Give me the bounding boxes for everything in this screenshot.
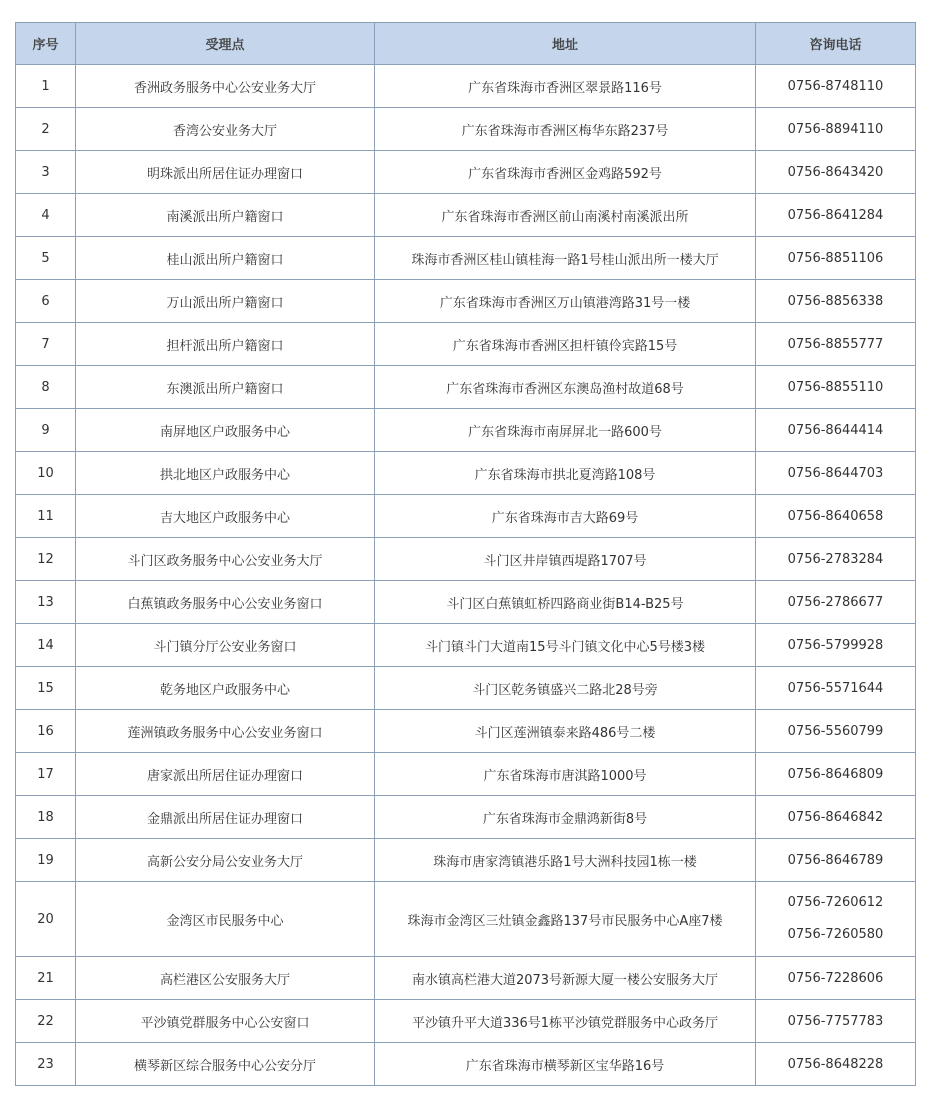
cell-phone <box>756 280 916 323</box>
cell-address: 南水镇高栏港大道2073号新源大厦一楼公安服务大厅 <box>375 957 756 1000</box>
cell-address: 珠海市金湾区三灶镇金鑫路137号市民服务中心A座7楼 <box>375 882 756 957</box>
header-address: 地址 <box>375 23 756 65</box>
cell-no: 18 <box>16 796 76 839</box>
phone-number: 0756-8856338 <box>787 293 884 309</box>
cell-place: 斗门区政务服务中心公安业务大厅 <box>76 538 375 581</box>
table-row <box>16 1000 916 1043</box>
cell-no: 21 <box>16 957 76 1000</box>
cell-place: 东澳派出所户籍窗口 <box>76 366 375 409</box>
cell-address: 斗门镇斗门大道南15号斗门镇文化中心5号楼3楼 <box>375 624 756 667</box>
cell-address: 广东省珠海市香洲区梅华东路237号 <box>375 108 756 151</box>
phone-number: 0756-8855110 <box>787 379 884 395</box>
cell-address: 广东省珠海市香洲区金鸡路592号 <box>375 151 756 194</box>
phone-number: 0756-8646842 <box>787 809 884 825</box>
table-row <box>16 624 916 667</box>
cell-no: 15 <box>16 667 76 710</box>
header-place: 受理点 <box>76 23 375 65</box>
cell-address: 广东省珠海市香洲区前山南溪村南溪派出所 <box>375 194 756 237</box>
cell-place: 吉大地区户政服务中心 <box>76 495 375 538</box>
cell-place: 香洲政务服务中心公安业务大厅 <box>76 65 375 108</box>
phone-number: 0756-8855777 <box>787 336 884 352</box>
table-row <box>16 280 916 323</box>
phone-number: 0756-8646809 <box>787 766 884 782</box>
cell-address: 广东省珠海市香洲区翠景路116号 <box>375 65 756 108</box>
cell-phone <box>756 624 916 667</box>
table-row <box>16 495 916 538</box>
phone-number: 0756-7260612 <box>787 895 884 910</box>
table-row <box>16 753 916 796</box>
cell-no: 17 <box>16 753 76 796</box>
cell-phone <box>756 194 916 237</box>
cell-address: 广东省珠海市唐淇路1000号 <box>375 753 756 796</box>
table-row <box>16 323 916 366</box>
table-row <box>16 538 916 581</box>
cell-address: 斗门区白蕉镇虹桥四路商业街B14-B25号 <box>375 581 756 624</box>
cell-place: 拱北地区户政服务中心 <box>76 452 375 495</box>
phone-number: 0756-8894110 <box>787 121 884 137</box>
table-row <box>16 882 916 957</box>
cell-phone <box>756 495 916 538</box>
cell-no: 16 <box>16 710 76 753</box>
cell-address: 广东省珠海市金鼎鸿新街8号 <box>375 796 756 839</box>
table-row <box>16 710 916 753</box>
cell-phone <box>756 151 916 194</box>
header-no: 序号 <box>16 23 76 65</box>
cell-phone <box>756 323 916 366</box>
cell-no: 13 <box>16 581 76 624</box>
cell-phone <box>756 237 916 280</box>
cell-place: 金湾区市民服务中心 <box>76 882 375 957</box>
cell-no: 12 <box>16 538 76 581</box>
service-points-table-wrapper <box>15 22 915 1086</box>
cell-place: 南屏地区户政服务中心 <box>76 409 375 452</box>
cell-place: 白蕉镇政务服务中心公安业务窗口 <box>76 581 375 624</box>
cell-place: 桂山派出所户籍窗口 <box>76 237 375 280</box>
cell-address: 广东省珠海市香洲区万山镇港湾路31号一楼 <box>375 280 756 323</box>
cell-phone <box>756 882 916 957</box>
cell-address: 珠海市唐家湾镇港乐路1号大洲科技园1栋一楼 <box>375 839 756 882</box>
cell-phone <box>756 538 916 581</box>
table-row <box>16 108 916 151</box>
cell-address: 斗门区莲洲镇泰来路486号二楼 <box>375 710 756 753</box>
cell-place: 斗门镇分厅公安业务窗口 <box>76 624 375 667</box>
cell-phone <box>756 581 916 624</box>
phone-number: 0756-8643420 <box>787 164 884 180</box>
cell-no: 23 <box>16 1043 76 1086</box>
phone-number: 0756-5560799 <box>787 723 884 739</box>
phone-number: 0756-8641284 <box>787 207 884 223</box>
cell-phone <box>756 452 916 495</box>
cell-no: 20 <box>16 882 76 957</box>
cell-phone <box>756 65 916 108</box>
cell-no: 14 <box>16 624 76 667</box>
service-points-table <box>15 22 916 1086</box>
table-row <box>16 366 916 409</box>
cell-address: 平沙镇升平大道336号1栋平沙镇党群服务中心政务厅 <box>375 1000 756 1043</box>
cell-place: 横琴新区综合服务中心公安分厅 <box>76 1043 375 1086</box>
table-row <box>16 237 916 280</box>
phone-number: 0756-2786677 <box>787 594 884 610</box>
cell-place: 担杆派出所户籍窗口 <box>76 323 375 366</box>
phone-number: 0756-8851106 <box>787 250 884 266</box>
cell-phone <box>756 1043 916 1086</box>
cell-address: 广东省珠海市香洲区担杆镇伶宾路15号 <box>375 323 756 366</box>
cell-address: 斗门区井岸镇西堤路1707号 <box>375 538 756 581</box>
table-row <box>16 667 916 710</box>
cell-address: 广东省珠海市吉大路69号 <box>375 495 756 538</box>
table-body <box>16 65 916 1086</box>
phone-number: 0756-7260580 <box>787 927 884 942</box>
cell-address: 广东省珠海市横琴新区宝华路16号 <box>375 1043 756 1086</box>
phone-number: 0756-5799928 <box>787 637 884 653</box>
cell-no: 6 <box>16 280 76 323</box>
cell-place: 万山派出所户籍窗口 <box>76 280 375 323</box>
cell-address: 广东省珠海市香洲区东澳岛渔村故道68号 <box>375 366 756 409</box>
cell-phone <box>756 710 916 753</box>
cell-no: 10 <box>16 452 76 495</box>
phone-number: 0756-7757783 <box>787 1013 884 1029</box>
cell-no: 3 <box>16 151 76 194</box>
cell-address: 珠海市香洲区桂山镇桂海一路1号桂山派出所一楼大厅 <box>375 237 756 280</box>
cell-phone <box>756 753 916 796</box>
cell-place: 南溪派出所户籍窗口 <box>76 194 375 237</box>
table-row <box>16 409 916 452</box>
table-row <box>16 194 916 237</box>
cell-place: 平沙镇党群服务中心公安窗口 <box>76 1000 375 1043</box>
cell-no: 11 <box>16 495 76 538</box>
table-row <box>16 957 916 1000</box>
table-row <box>16 839 916 882</box>
cell-no: 9 <box>16 409 76 452</box>
cell-no: 2 <box>16 108 76 151</box>
cell-address: 广东省珠海市拱北夏湾路108号 <box>375 452 756 495</box>
phone-number: 0756-5571644 <box>787 680 884 696</box>
cell-no: 22 <box>16 1000 76 1043</box>
phone-number: 0756-8748110 <box>787 78 884 94</box>
phone-number: 0756-7228606 <box>787 970 884 986</box>
table-row <box>16 581 916 624</box>
table-row <box>16 796 916 839</box>
cell-no: 4 <box>16 194 76 237</box>
phone-number: 0756-8646789 <box>787 852 884 868</box>
header-phone: 咨询电话 <box>756 23 916 65</box>
cell-no: 5 <box>16 237 76 280</box>
cell-place: 高新公安分局公安业务大厅 <box>76 839 375 882</box>
cell-place: 金鼎派出所居住证办理窗口 <box>76 796 375 839</box>
cell-place: 高栏港区公安服务大厅 <box>76 957 375 1000</box>
cell-no: 1 <box>16 65 76 108</box>
cell-place: 唐家派出所居住证办理窗口 <box>76 753 375 796</box>
table-row <box>16 65 916 108</box>
cell-phone <box>756 409 916 452</box>
cell-phone <box>756 839 916 882</box>
cell-no: 8 <box>16 366 76 409</box>
phone-number: 0756-8648228 <box>787 1056 884 1072</box>
cell-phone <box>756 667 916 710</box>
phone-number: 0756-8644703 <box>787 465 884 481</box>
cell-address: 广东省珠海市南屏屏北一路600号 <box>375 409 756 452</box>
table-row <box>16 1043 916 1086</box>
cell-phone <box>756 366 916 409</box>
cell-place: 明珠派出所居住证办理窗口 <box>76 151 375 194</box>
cell-no: 7 <box>16 323 76 366</box>
cell-phone <box>756 796 916 839</box>
cell-place: 香湾公安业务大厅 <box>76 108 375 151</box>
phone-number: 0756-2783284 <box>787 551 884 567</box>
phone-number: 0756-8640658 <box>787 508 884 524</box>
phone-number: 0756-8644414 <box>787 422 884 438</box>
cell-phone <box>756 957 916 1000</box>
cell-phone <box>756 1000 916 1043</box>
cell-phone <box>756 108 916 151</box>
table-row <box>16 151 916 194</box>
table-header-row <box>16 23 916 65</box>
cell-place: 乾务地区户政服务中心 <box>76 667 375 710</box>
table-row <box>16 452 916 495</box>
cell-place: 莲洲镇政务服务中心公安业务窗口 <box>76 710 375 753</box>
cell-address: 斗门区乾务镇盛兴二路北28号旁 <box>375 667 756 710</box>
cell-no: 19 <box>16 839 76 882</box>
